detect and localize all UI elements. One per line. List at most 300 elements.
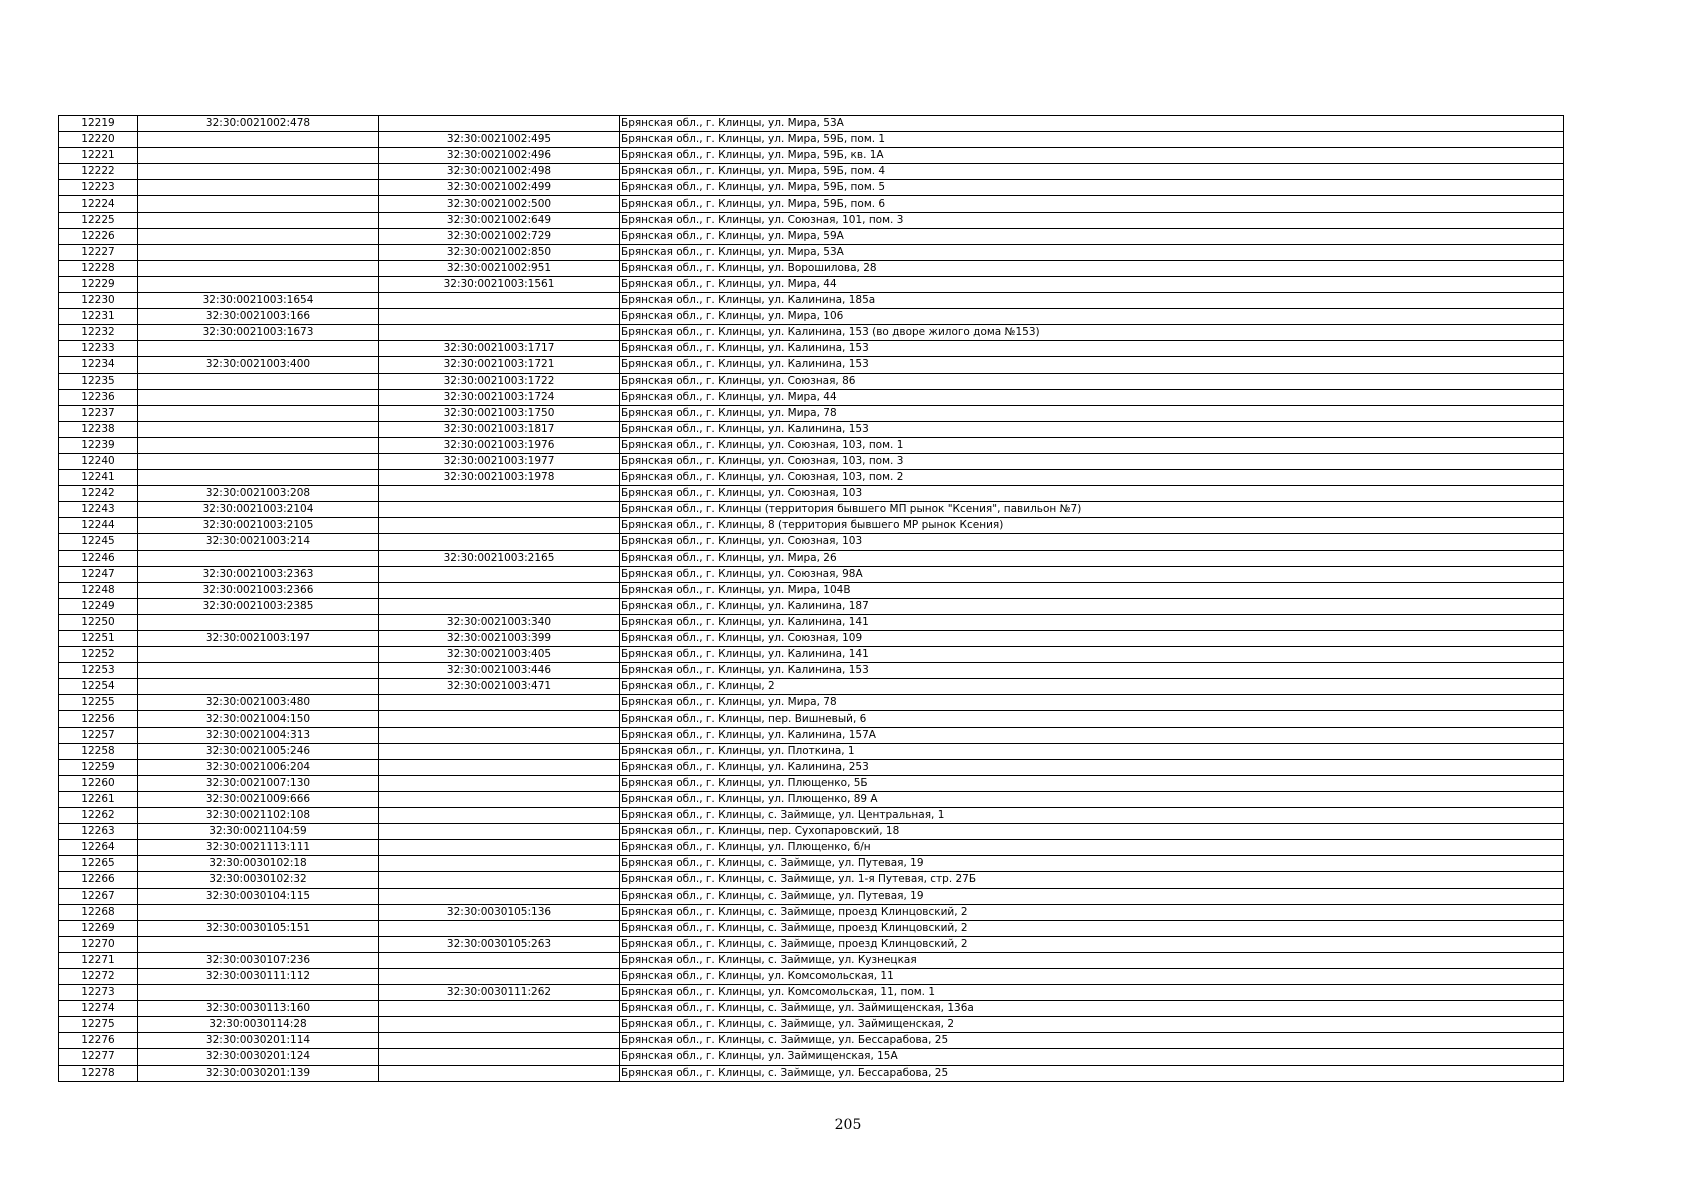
related-cadastral-number-cell: 32:30:0021003:340 [379, 614, 620, 630]
address-cell: Брянская обл., г. Клинцы, с. Займище, ул. Путевая, 19 [620, 888, 1564, 904]
address-cell: Брянская обл., г. Клинцы, ул. Союзная, 109 [620, 631, 1564, 647]
table-row [59, 373, 1564, 389]
address-cell: Брянская обл., г. Клинцы, ул. Комсомольская, 11, пом. 1 [620, 985, 1564, 1001]
row-number-cell: 12275 [59, 1017, 138, 1033]
row-number-cell: 12266 [59, 872, 138, 888]
related-cadastral-number-cell [379, 116, 620, 132]
cadastral-number-cell: 32:30:0030114:28 [138, 1017, 379, 1033]
table-row [59, 260, 1564, 276]
related-cadastral-number-cell: 32:30:0021003:446 [379, 663, 620, 679]
address-cell: Брянская обл., г. Клинцы, с. Займище, проезд Клинцовский, 2 [620, 904, 1564, 920]
address-cell: Брянская обл., г. Клинцы, ул. Союзная, 103 [620, 486, 1564, 502]
related-cadastral-number-cell [379, 325, 620, 341]
row-number-cell: 12235 [59, 373, 138, 389]
related-cadastral-number-cell [379, 808, 620, 824]
address-cell: Брянская обл., г. Клинцы, ул. Мира, 59Б, кв. 1А [620, 148, 1564, 164]
table-row [59, 325, 1564, 341]
table-row [59, 904, 1564, 920]
table-row [59, 1001, 1564, 1017]
cadastral-number-cell [138, 663, 379, 679]
table-row [59, 164, 1564, 180]
cadastral-number-cell [138, 453, 379, 469]
row-number-cell: 12246 [59, 550, 138, 566]
row-number-cell: 12270 [59, 936, 138, 952]
related-cadastral-number-cell: 32:30:0021003:1724 [379, 389, 620, 405]
row-number-cell: 12256 [59, 711, 138, 727]
cadastral-number-cell [138, 904, 379, 920]
related-cadastral-number-cell [379, 1033, 620, 1049]
table-row [59, 840, 1564, 856]
cadastral-number-cell: 32:30:0030201:114 [138, 1033, 379, 1049]
address-cell: Брянская обл., г. Клинцы, ул. Калинина, 153 [620, 663, 1564, 679]
cadastral-number-cell: 32:30:0021003:208 [138, 486, 379, 502]
table-row [59, 582, 1564, 598]
address-cell: Брянская обл., г. Клинцы, с. Займище, ул. 1-я Путевая, стр. 27Б [620, 872, 1564, 888]
related-cadastral-number-cell: 32:30:0021003:1717 [379, 341, 620, 357]
row-number-cell: 12226 [59, 228, 138, 244]
address-cell: Брянская обл., г. Клинцы, пер. Сухопаровский, 18 [620, 824, 1564, 840]
cadastral-number-cell: 32:30:0021003:2385 [138, 598, 379, 614]
table-row [59, 775, 1564, 791]
row-number-cell: 12245 [59, 534, 138, 550]
table-row [59, 180, 1564, 196]
table-row [59, 518, 1564, 534]
related-cadastral-number-cell [379, 518, 620, 534]
table-row [59, 389, 1564, 405]
table-row [59, 534, 1564, 550]
related-cadastral-number-cell: 32:30:0021003:2165 [379, 550, 620, 566]
cadastral-number-cell [138, 679, 379, 695]
related-cadastral-number-cell [379, 727, 620, 743]
table-row [59, 437, 1564, 453]
table-row [59, 791, 1564, 807]
cadastral-number-cell [138, 437, 379, 453]
related-cadastral-number-cell: 32:30:0021002:649 [379, 212, 620, 228]
row-number-cell: 12254 [59, 679, 138, 695]
cadastral-number-cell: 32:30:0021003:2363 [138, 566, 379, 582]
cadastral-number-cell [138, 228, 379, 244]
cadastral-number-cell: 32:30:0021009:666 [138, 791, 379, 807]
address-cell: Брянская обл., г. Клинцы, с. Займище, ул. Центральная, 1 [620, 808, 1564, 824]
row-number-cell: 12263 [59, 824, 138, 840]
row-number-cell: 12240 [59, 453, 138, 469]
related-cadastral-number-cell: 32:30:0030111:262 [379, 985, 620, 1001]
cadastral-number-cell: 32:30:0021003:166 [138, 309, 379, 325]
row-number-cell: 12236 [59, 389, 138, 405]
cadastral-number-cell [138, 470, 379, 486]
table-row [59, 486, 1564, 502]
table-row [59, 808, 1564, 824]
address-cell: Брянская обл., г. Клинцы, ул. Калинина, 141 [620, 614, 1564, 630]
table-row [59, 405, 1564, 421]
address-cell: Брянская обл., г. Клинцы, ул. Калинина, 185а [620, 293, 1564, 309]
cadastral-number-cell [138, 614, 379, 630]
table-row [59, 1049, 1564, 1065]
address-cell: Брянская обл., г. Клинцы, ул. Мира, 59Б, пом. 1 [620, 132, 1564, 148]
address-cell: Брянская обл., г. Клинцы, ул. Мира, 106 [620, 309, 1564, 325]
cadastral-number-cell: 32:30:0030105:151 [138, 920, 379, 936]
cadastral-number-cell [138, 164, 379, 180]
row-number-cell: 12230 [59, 293, 138, 309]
row-number-cell: 12251 [59, 631, 138, 647]
cadastral-number-cell: 32:30:0021003:214 [138, 534, 379, 550]
address-cell: Брянская обл., г. Клинцы, ул. Мира, 78 [620, 405, 1564, 421]
related-cadastral-number-cell: 32:30:0021002:498 [379, 164, 620, 180]
row-number-cell: 12259 [59, 759, 138, 775]
related-cadastral-number-cell [379, 534, 620, 550]
cadastral-number-cell [138, 550, 379, 566]
row-number-cell: 12268 [59, 904, 138, 920]
address-cell: Брянская обл., г. Клинцы, ул. Калинина, 153 [620, 341, 1564, 357]
address-cell: Брянская обл., г. Клинцы, ул. Мира, 59Б, пом. 5 [620, 180, 1564, 196]
row-number-cell: 12276 [59, 1033, 138, 1049]
cadastral-number-cell: 32:30:0021102:108 [138, 808, 379, 824]
address-cell: Брянская обл., г. Клинцы, ул. Калинина, 141 [620, 647, 1564, 663]
table-row [59, 453, 1564, 469]
table-row [59, 196, 1564, 212]
table-row [59, 968, 1564, 984]
related-cadastral-number-cell: 32:30:0021003:1750 [379, 405, 620, 421]
related-cadastral-number-cell: 32:30:0021002:850 [379, 244, 620, 260]
cadastral-number-cell: 32:30:0030104:115 [138, 888, 379, 904]
address-cell: Брянская обл., г. Клинцы, ул. Мира, 53А [620, 116, 1564, 132]
table-row [59, 598, 1564, 614]
table-row [59, 727, 1564, 743]
related-cadastral-number-cell [379, 293, 620, 309]
address-cell: Брянская обл., г. Клинцы, ул. Союзная, 103, пом. 1 [620, 437, 1564, 453]
related-cadastral-number-cell [379, 840, 620, 856]
row-number-cell: 12249 [59, 598, 138, 614]
address-cell: Брянская обл., г. Клинцы, пер. Вишневый, 6 [620, 711, 1564, 727]
related-cadastral-number-cell [379, 309, 620, 325]
related-cadastral-number-cell: 32:30:0021003:405 [379, 647, 620, 663]
row-number-cell: 12264 [59, 840, 138, 856]
related-cadastral-number-cell [379, 502, 620, 518]
cadastral-number-cell: 32:30:0021007:130 [138, 775, 379, 791]
related-cadastral-number-cell: 32:30:0021003:1561 [379, 276, 620, 292]
address-cell: Брянская обл., г. Клинцы, ул. Калинина, 153 [620, 357, 1564, 373]
row-number-cell: 12237 [59, 405, 138, 421]
related-cadastral-number-cell: 32:30:0021002:495 [379, 132, 620, 148]
row-number-cell: 12253 [59, 663, 138, 679]
related-cadastral-number-cell: 32:30:0021003:1721 [379, 357, 620, 373]
table-row [59, 663, 1564, 679]
cadastral-number-cell [138, 373, 379, 389]
address-cell: Брянская обл., г. Клинцы, с. Займище, проезд Клинцовский, 2 [620, 920, 1564, 936]
related-cadastral-number-cell: 32:30:0021003:399 [379, 631, 620, 647]
cadastral-number-cell: 32:30:0030107:236 [138, 952, 379, 968]
table-row [59, 824, 1564, 840]
row-number-cell: 12241 [59, 470, 138, 486]
table-row [59, 952, 1564, 968]
table-row [59, 1033, 1564, 1049]
related-cadastral-number-cell [379, 1017, 620, 1033]
table-row [59, 357, 1564, 373]
address-cell: Брянская обл., г. Клинцы, с. Займище, ул. Займищенская, 2 [620, 1017, 1564, 1033]
related-cadastral-number-cell [379, 888, 620, 904]
related-cadastral-number-cell [379, 582, 620, 598]
related-cadastral-number-cell [379, 598, 620, 614]
row-number-cell: 12232 [59, 325, 138, 341]
cadastral-number-cell [138, 405, 379, 421]
cadastral-number-cell: 32:30:0030201:139 [138, 1065, 379, 1081]
row-number-cell: 12261 [59, 791, 138, 807]
address-cell: Брянская обл., г. Клинцы, с. Займище, ул. Путевая, 19 [620, 856, 1564, 872]
address-cell: Брянская обл., г. Клинцы, ул. Союзная, 86 [620, 373, 1564, 389]
table-row [59, 244, 1564, 260]
cadastral-number-cell: 32:30:0021006:204 [138, 759, 379, 775]
row-number-cell: 12258 [59, 743, 138, 759]
related-cadastral-number-cell [379, 486, 620, 502]
table-row [59, 276, 1564, 292]
row-number-cell: 12277 [59, 1049, 138, 1065]
table-row [59, 1017, 1564, 1033]
row-number-cell: 12265 [59, 856, 138, 872]
cadastral-number-cell [138, 260, 379, 276]
related-cadastral-number-cell: 32:30:0021003:1976 [379, 437, 620, 453]
row-number-cell: 12224 [59, 196, 138, 212]
address-cell: Брянская обл., г. Клинцы, ул. Мира, 59Б, пом. 6 [620, 196, 1564, 212]
address-cell: Брянская обл., г. Клинцы, ул. Калинина, 153 (во дворе жилого дома №153) [620, 325, 1564, 341]
address-cell: Брянская обл., г. Клинцы, ул. Комсомольская, 11 [620, 968, 1564, 984]
table-row [59, 421, 1564, 437]
cadastral-number-cell [138, 936, 379, 952]
related-cadastral-number-cell [379, 566, 620, 582]
table-row [59, 341, 1564, 357]
address-cell: Брянская обл., г. Клинцы, с. Займище, ул. Бессарабова, 25 [620, 1065, 1564, 1081]
address-cell: Брянская обл., г. Клинцы, ул. Мира, 26 [620, 550, 1564, 566]
row-number-cell: 12247 [59, 566, 138, 582]
related-cadastral-number-cell [379, 759, 620, 775]
related-cadastral-number-cell [379, 968, 620, 984]
table-row [59, 759, 1564, 775]
address-cell: Брянская обл., г. Клинцы, ул. Союзная, 103, пом. 3 [620, 453, 1564, 469]
row-number-cell: 12252 [59, 647, 138, 663]
registry-table [58, 115, 1564, 1082]
row-number-cell: 12228 [59, 260, 138, 276]
table-row [59, 631, 1564, 647]
row-number-cell: 12239 [59, 437, 138, 453]
row-number-cell: 12244 [59, 518, 138, 534]
related-cadastral-number-cell [379, 775, 620, 791]
related-cadastral-number-cell: 32:30:0021002:500 [379, 196, 620, 212]
table-row [59, 614, 1564, 630]
cadastral-number-cell: 32:30:0021004:313 [138, 727, 379, 743]
address-cell: Брянская обл., г. Клинцы, ул. Союзная, 98А [620, 566, 1564, 582]
cadastral-number-cell [138, 276, 379, 292]
related-cadastral-number-cell: 32:30:0021003:471 [379, 679, 620, 695]
table-row [59, 550, 1564, 566]
cadastral-number-cell [138, 421, 379, 437]
cadastral-number-cell [138, 196, 379, 212]
table-row [59, 936, 1564, 952]
cadastral-number-cell [138, 647, 379, 663]
table-row [59, 228, 1564, 244]
table-row [59, 647, 1564, 663]
cadastral-number-cell [138, 132, 379, 148]
row-number-cell: 12267 [59, 888, 138, 904]
cadastral-number-cell: 32:30:0021002:478 [138, 116, 379, 132]
address-cell: Брянская обл., г. Клинцы, 2 [620, 679, 1564, 695]
related-cadastral-number-cell [379, 791, 620, 807]
cadastral-number-cell: 32:30:0021003:480 [138, 695, 379, 711]
row-number-cell: 12234 [59, 357, 138, 373]
address-cell: Брянская обл., г. Клинцы, с. Займище, ул. Бессарабова, 25 [620, 1033, 1564, 1049]
related-cadastral-number-cell: 32:30:0021003:1977 [379, 453, 620, 469]
table-row [59, 566, 1564, 582]
cadastral-number-cell: 32:30:0021005:246 [138, 743, 379, 759]
cadastral-number-cell [138, 985, 379, 1001]
table-row [59, 872, 1564, 888]
related-cadastral-number-cell [379, 695, 620, 711]
address-cell: Брянская обл., г. Клинцы, ул. Мира, 78 [620, 695, 1564, 711]
related-cadastral-number-cell [379, 711, 620, 727]
related-cadastral-number-cell [379, 920, 620, 936]
row-number-cell: 12221 [59, 148, 138, 164]
related-cadastral-number-cell: 32:30:0021003:1722 [379, 373, 620, 389]
table-row [59, 502, 1564, 518]
cadastral-number-cell [138, 244, 379, 260]
address-cell: Брянская обл., г. Клинцы (территория бывшего МП рынок "Ксения", павильон №7) [620, 502, 1564, 518]
page-number: 205 [834, 1117, 862, 1133]
address-cell: Брянская обл., г. Клинцы, ул. Мира, 53А [620, 244, 1564, 260]
table-row [59, 985, 1564, 1001]
row-number-cell: 12271 [59, 952, 138, 968]
row-number-cell: 12257 [59, 727, 138, 743]
table-row [59, 148, 1564, 164]
address-cell: Брянская обл., г. Клинцы, ул. Мира, 104В [620, 582, 1564, 598]
address-cell: Брянская обл., г. Клинцы, ул. Мира, 59А [620, 228, 1564, 244]
cadastral-number-cell: 32:30:0021104:59 [138, 824, 379, 840]
related-cadastral-number-cell [379, 1065, 620, 1081]
address-cell: Брянская обл., г. Клинцы, ул. Союзная, 101, пом. 3 [620, 212, 1564, 228]
row-number-cell: 12243 [59, 502, 138, 518]
address-cell: Брянская обл., г. Клинцы, ул. Мира, 44 [620, 389, 1564, 405]
row-number-cell: 12250 [59, 614, 138, 630]
related-cadastral-number-cell [379, 856, 620, 872]
table-row [59, 695, 1564, 711]
address-cell: Брянская обл., г. Клинцы, с. Займище, ул. Кузнецкая [620, 952, 1564, 968]
cadastral-number-cell: 32:30:0021113:111 [138, 840, 379, 856]
row-number-cell: 12260 [59, 775, 138, 791]
address-cell: Брянская обл., г. Клинцы, ул. Мира, 59Б, пом. 4 [620, 164, 1564, 180]
row-number-cell: 12269 [59, 920, 138, 936]
related-cadastral-number-cell: 32:30:0021003:1817 [379, 421, 620, 437]
address-cell: Брянская обл., г. Клинцы, ул. Калинина, 157А [620, 727, 1564, 743]
address-cell: Брянская обл., г. Клинцы, ул. Плющенко, 89 А [620, 791, 1564, 807]
row-number-cell: 12219 [59, 116, 138, 132]
related-cadastral-number-cell [379, 872, 620, 888]
row-number-cell: 12223 [59, 180, 138, 196]
row-number-cell: 12231 [59, 309, 138, 325]
address-cell: Брянская обл., г. Клинцы, ул. Мира, 44 [620, 276, 1564, 292]
address-cell: Брянская обл., г. Клинцы, ул. Союзная, 103 [620, 534, 1564, 550]
related-cadastral-number-cell: 32:30:0021002:496 [379, 148, 620, 164]
row-number-cell: 12242 [59, 486, 138, 502]
row-number-cell: 12238 [59, 421, 138, 437]
table-row [59, 679, 1564, 695]
cadastral-number-cell: 32:30:0021004:150 [138, 711, 379, 727]
cadastral-number-cell: 32:30:0021003:1654 [138, 293, 379, 309]
related-cadastral-number-cell: 32:30:0021002:729 [379, 228, 620, 244]
cadastral-number-cell: 32:30:0021003:2366 [138, 582, 379, 598]
row-number-cell: 12278 [59, 1065, 138, 1081]
registry-table-body [59, 116, 1564, 1082]
cadastral-number-cell: 32:30:0030111:112 [138, 968, 379, 984]
cadastral-number-cell [138, 389, 379, 405]
row-number-cell: 12225 [59, 212, 138, 228]
cadastral-number-cell: 32:30:0030113:160 [138, 1001, 379, 1017]
table-row [59, 920, 1564, 936]
table-row [59, 1065, 1564, 1081]
cadastral-number-cell: 32:30:0021003:197 [138, 631, 379, 647]
cadastral-number-cell [138, 180, 379, 196]
address-cell: Брянская обл., г. Клинцы, ул. Калинина, 153 [620, 421, 1564, 437]
cadastral-number-cell: 32:30:0021003:1673 [138, 325, 379, 341]
cadastral-number-cell [138, 341, 379, 357]
cadastral-number-cell: 32:30:0021003:400 [138, 357, 379, 373]
row-number-cell: 12233 [59, 341, 138, 357]
address-cell: Брянская обл., г. Клинцы, 8 (территория бывшего МР рынок Ксения) [620, 518, 1564, 534]
row-number-cell: 12262 [59, 808, 138, 824]
cadastral-number-cell [138, 212, 379, 228]
address-cell: Брянская обл., г. Клинцы, ул. Союзная, 103, пом. 2 [620, 470, 1564, 486]
related-cadastral-number-cell [379, 824, 620, 840]
row-number-cell: 12222 [59, 164, 138, 180]
related-cadastral-number-cell [379, 1001, 620, 1017]
address-cell: Брянская обл., г. Клинцы, ул. Калинина, 187 [620, 598, 1564, 614]
cadastral-number-cell [138, 148, 379, 164]
address-cell: Брянская обл., г. Клинцы, ул. Калинина, 253 [620, 759, 1564, 775]
address-cell: Брянская обл., г. Клинцы, ул. Плоткина, 1 [620, 743, 1564, 759]
table-row [59, 888, 1564, 904]
cadastral-number-cell: 32:30:0030102:18 [138, 856, 379, 872]
related-cadastral-number-cell [379, 952, 620, 968]
row-number-cell: 12248 [59, 582, 138, 598]
table-row [59, 856, 1564, 872]
address-cell: Брянская обл., г. Клинцы, ул. Займищенская, 15А [620, 1049, 1564, 1065]
row-number-cell: 12229 [59, 276, 138, 292]
cadastral-number-cell: 32:30:0021003:2105 [138, 518, 379, 534]
address-cell: Брянская обл., г. Клинцы, ул. Плющенко, 5Б [620, 775, 1564, 791]
row-number-cell: 12255 [59, 695, 138, 711]
row-number-cell: 12272 [59, 968, 138, 984]
row-number-cell: 12220 [59, 132, 138, 148]
address-cell: Брянская обл., г. Клинцы, ул. Ворошилова, 28 [620, 260, 1564, 276]
related-cadastral-number-cell: 32:30:0030105:263 [379, 936, 620, 952]
table-row [59, 293, 1564, 309]
table-row [59, 212, 1564, 228]
related-cadastral-number-cell: 32:30:0030105:136 [379, 904, 620, 920]
table-row [59, 711, 1564, 727]
table-row [59, 309, 1564, 325]
row-number-cell: 12273 [59, 985, 138, 1001]
address-cell: Брянская обл., г. Клинцы, ул. Плющенко, б/н [620, 840, 1564, 856]
related-cadastral-number-cell [379, 1049, 620, 1065]
related-cadastral-number-cell: 32:30:0021002:499 [379, 180, 620, 196]
row-number-cell: 12274 [59, 1001, 138, 1017]
cadastral-number-cell: 32:30:0030102:32 [138, 872, 379, 888]
table-row [59, 743, 1564, 759]
related-cadastral-number-cell: 32:30:0021002:951 [379, 260, 620, 276]
address-cell: Брянская обл., г. Клинцы, с. Займище, проезд Клинцовский, 2 [620, 936, 1564, 952]
cadastral-number-cell: 32:30:0021003:2104 [138, 502, 379, 518]
row-number-cell: 12227 [59, 244, 138, 260]
table-row [59, 116, 1564, 132]
address-cell: Брянская обл., г. Клинцы, с. Займище, ул. Займищенская, 136а [620, 1001, 1564, 1017]
table-row [59, 470, 1564, 486]
related-cadastral-number-cell [379, 743, 620, 759]
